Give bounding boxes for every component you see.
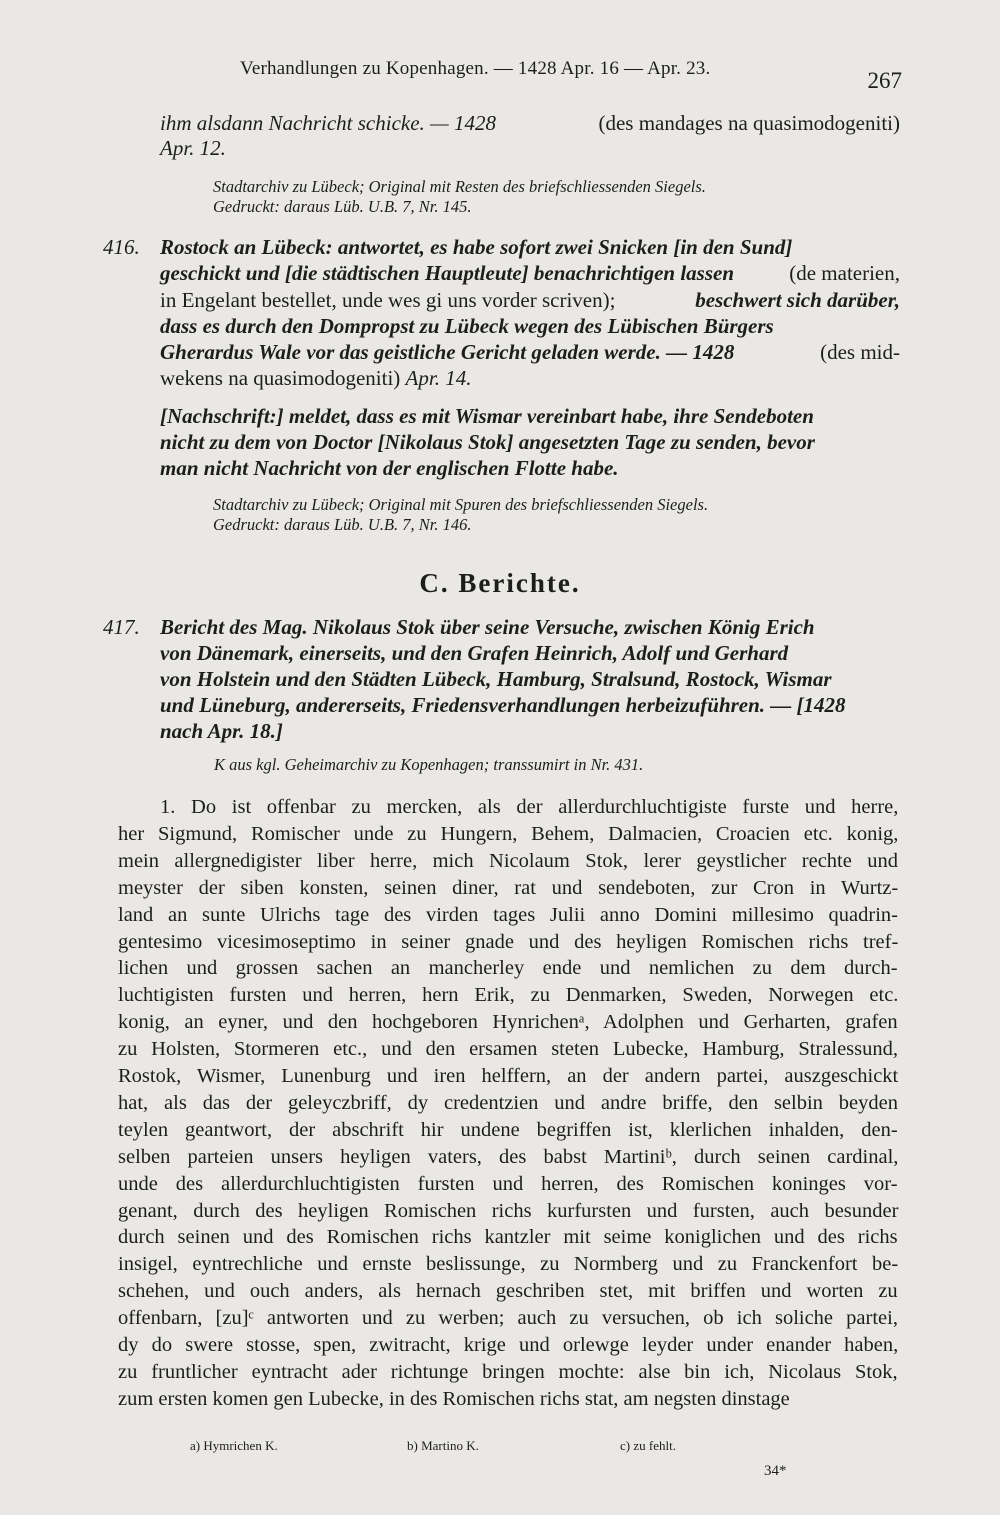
body-line: teylen geantwort, der abschrift hir undene begriffen ist, klerlichen inhalden, den- [118,1118,898,1141]
running-head: Verhandlungen zu Kopenhagen. — 1428 Apr. 16 — Apr. 23. [240,58,711,79]
entry-416-line-2-roman: (de materien, [789,261,900,285]
body-line: gentesimo vicesimoseptimo in seiner gnade und des heyligen Romischen richs tref- [118,930,899,953]
entry-417-line-5: nach Apr. 18.] [160,719,283,743]
entry-416-line-6-date: Apr. 14. [405,366,472,390]
body-line: Rostok, Wismer, Lunenburg und iren helffern, an der andern partei, auszgeschickt [118,1065,899,1087]
body-line: genant, durch des heyligen Romischen richs kurfursten und fursten, auch besunder [118,1199,899,1222]
body-line: unde des allerdurchluchtigisten fursten und herren, des Romischen koninges vor- [118,1172,898,1195]
cont-source-1: Stadtarchiv zu Lübeck; Original mit Resten des briefschliessenden Siegels. [213,177,706,196]
section-heading: C. Berichte. [419,568,581,598]
entry-416-line-5 [160,339,900,365]
entry-416-line-1: Rostock an Lübeck: antwortet, es habe sofort zwei Snicken [in den Sund] [160,235,793,259]
signature-mark: 34* [764,1463,787,1479]
entry-417-line-4: und Lüneburg, andererseits, Friedensverhandlungen herbeizuführen. — [1428 [160,693,846,717]
cont-line-1-roman: (des mandages na quasimodogeniti) [598,111,900,135]
entry-416-line-6-roman: wekens na quasimodogeniti) [160,366,401,390]
entry-number-417: 417. [103,615,140,639]
entry-417-line-1: Bericht des Mag. Nikolaus Stok über seine Versuche, zwischen König Erich [160,615,815,639]
body-line: zu Holsten, Stormeren etc., und den ersamen steten Lubecke, Hamburg, Stralessund, [118,1038,899,1061]
entry-417-source: K aus kgl. Geheimarchiv zu Kopenhagen; transsumirt in Nr. 431. [214,755,644,774]
entry-416-line-2 [160,260,900,286]
body-line: schehen, und ouch anders, als hernach geschriben stet, mit briffen und worten zu [118,1280,898,1303]
body-line: her Sigmund, Romischer unde zu Hungern, Behem, Dalmacien, Croacien etc. konig, [118,822,899,845]
body-line: land an sunte Ulrichs tage des virden tages Julii anno Domini millesimo quadrin- [118,903,898,926]
entry-416-line-5-italic: Gherardus Wale vor das geistliche Gericht geladen werde. — 1428 [160,340,735,364]
footnote-a: a) Hymrichen K. [190,1438,278,1453]
entry-417-line-3: von Holstein und den Städten Lübeck, Hamburg, Stralsund, Rostock, Wismar [160,667,832,691]
body-line: zu fruntlicher eyntracht ader richtunge bringen mochte: alse bin ich, Nicolaus Stok, [118,1360,898,1383]
entry-417-line-2: von Dänemark, einerseits, und den Grafen Heinrich, Adolf und Gerhard [160,641,789,665]
body-line: 1. Do ist offenbar zu mercken, als der allerdurchluchtigiste furste und herre, [160,796,899,818]
cont-line-2: Apr. 12. [160,136,226,160]
entry-416-source-2: Gedruckt: daraus Lüb. U.B. 7, Nr. 146. [213,515,472,534]
body-line: luchtigisten fursten und herren, hern Erik, zu Denmarken, Sweden, Norwegen etc. [118,984,899,1007]
body-line: meyster der siben konsten, seinen diner, rat und sendeboten, zur Cron in Wurtz- [118,876,899,899]
entry-number-416: 416. [103,235,140,259]
entry-416-line-2-italic: geschickt und [die städtischen Hauptleute] benachrichtigen lassen [160,261,735,285]
postscript-line-2: nicht zu dem von Doctor [Nikolaus Stok] angesetzten Tage zu senden, bevor [160,430,815,454]
body-line: zum ersten komen gen Lubecke, in des Romischen richs stat, am negsten dinstage [118,1387,790,1410]
cont-line-1-italic: ihm alsdann Nachricht schicke. — 1428 [160,111,496,135]
body-line: lichen und grossen sachen an mancherley ende und nemlichen zu dem durch- [118,957,898,980]
body-line: mein allergnedigister liber herre, mich Nicolaum Stok, lerer geystlicher rechte und [118,849,899,872]
cont-source-2: Gedruckt: daraus Lüb. U.B. 7, Nr. 145. [213,197,472,216]
entry-416-line-3-roman: in Engelant bestellet, unde wes gi uns vorder scriven); [160,288,616,312]
body-line: durch seinen und des Romischen richs kantzler mit seime koniglichen und des richs [118,1226,898,1249]
entry-416-line-4: dass es durch den Dompropst zu Lübeck wegen des Lübischen Bürgers [160,314,774,338]
entry-416-line-3 [160,287,900,313]
page-number: 267 [867,68,902,93]
footnote-b: b) Martino K. [407,1438,479,1453]
entry-416-source-1: Stadtarchiv zu Lübeck; Original mit Spuren des briefschliessenden Siegels. [213,495,709,514]
body-line: konig, an eyner, und den hochgeboren Hynrichenᵃ, Adolphen und Gerharten, grafen [118,1011,898,1034]
entry-416-line-5-roman: (des mid- [820,340,900,364]
body-line: insigel, eyntrechliche und ernste beslissunge, zu Normberg und zu Franckenfort be- [118,1253,899,1276]
body-line: hat, als das der geleyczbriff, dy credentzien und andre briffe, den selbin beyden [118,1091,898,1114]
postscript-line-3: man nicht Nachricht von der englischen Flotte habe. [160,456,619,480]
postscript-line-1: [Nachschrift:] meldet, dass es mit Wismar vereinbart habe, ihre Sendeboten [160,404,814,428]
body-line: dy do swere stosse, spen, zwitracht, krige und orlewge leyder under enander haben, [118,1334,899,1356]
footnote-c: c) zu fehlt. [620,1438,676,1453]
cont-line-1 [160,110,900,136]
entry-416-line-3-italic: beschwert sich darüber, [695,288,900,312]
entry-416-line-6 [160,365,471,391]
body-line: selben parteien unsers heyligen vaters, des babst Martiniᵇ, durch seinen cardinal, [118,1145,899,1168]
body-line: offenbarn, [zu]ᶜ antworten und zu werben; auch zu versuchen, ob ich soliche partei, [118,1307,898,1330]
